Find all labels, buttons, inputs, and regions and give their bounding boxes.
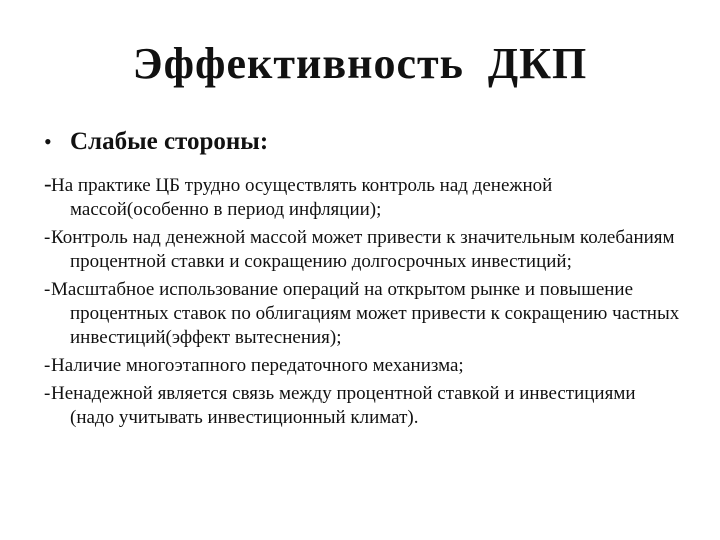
list-item xyxy=(44,354,684,378)
dash-marker: - xyxy=(44,279,51,300)
dash-marker: - xyxy=(44,383,51,404)
dash-marker: - xyxy=(44,171,52,196)
slide-title: Эффективность ДКП xyxy=(132,39,588,88)
bullet-heading xyxy=(44,128,268,156)
list-item-text: На практике ЦБ трудно осуществлять контроль над денежной массой(особенно в период инфляции); xyxy=(51,175,553,220)
list-item xyxy=(44,172,684,222)
list-item-text: Контроль над денежной массой может привести к значительным колебаниям процентной ставки и сокращению долгосрочных инвестиций; xyxy=(51,227,675,272)
weakness-list xyxy=(44,172,684,434)
bullet-dot-icon: • xyxy=(44,129,52,154)
dash-marker: - xyxy=(44,355,51,376)
list-item-text: Наличие многоэтапного передаточного механизма; xyxy=(51,355,464,376)
list-item-text: Ненадежной является связь между процентной ставкой и инвестициями (надо учитывать инвестиционный климат). xyxy=(51,383,636,428)
list-item xyxy=(44,382,684,430)
bullet-heading-text: Слабые стороны: xyxy=(70,128,269,155)
dash-marker: - xyxy=(44,227,51,248)
list-item-text: Масштабное использование операций на открытом рынке и повышение процентных ставок по облигациям может привести к сокращению частных инвестиций(эффект вытеснения); xyxy=(51,279,680,348)
list-item xyxy=(44,226,684,274)
list-item xyxy=(44,278,684,350)
